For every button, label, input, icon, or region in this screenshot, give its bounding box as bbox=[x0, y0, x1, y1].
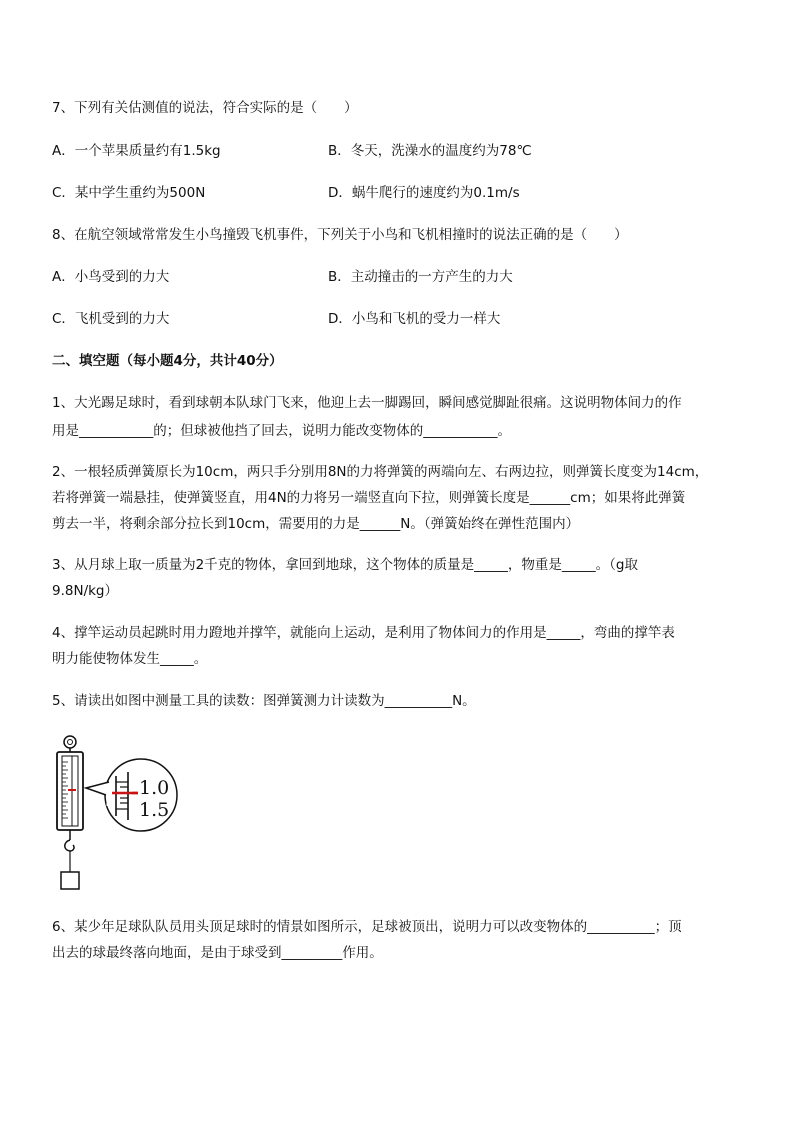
fill-3-line-2: 9.8N/kg） bbox=[52, 583, 119, 599]
q8-option-b: B．主动撞击的一方产生的力大 bbox=[328, 269, 513, 285]
fill-2-line-3: 剪去一半，将剩余部分拉长到10cm，需要用的力是______N。（弹簧始终在弹性范围内） bbox=[52, 516, 580, 532]
q8-option-a: A．小鸟受到的力大 bbox=[52, 269, 170, 285]
fill-6-line-2: 出去的球最终落向地面，是由于球受到_________作用。 bbox=[52, 945, 383, 961]
q8-option-d: D．小鸟和飞机的受力一样大 bbox=[328, 311, 501, 327]
q7-option-b: B．冬天，洗澡水的温度约为78℃ bbox=[328, 143, 532, 159]
fill-1-line-2: 用是___________的；但球被他挡了回去，说明力能改变物体的___________。 bbox=[52, 423, 511, 439]
spring-scale-figure bbox=[46, 732, 206, 894]
fill-5-line-1: 5、请读出如图中测量工具的读数：图弹簧测力计读数为__________N。 bbox=[52, 693, 476, 709]
section-title: 二、填空题（每小题4分，共计40分） bbox=[52, 353, 283, 369]
q7-option-a: A．一个苹果质量约有1.5kg bbox=[52, 143, 221, 159]
fill-2-line-1: 2、一根轻质弹簧原长为10cm，两只手分别用8N的力将弹簧的两端向左、右两边拉，则弹簧长度变为14cm， bbox=[52, 464, 709, 480]
fill-1-line-1: 1、大光踢足球时，看到球朝本队球门飞来，他迎上去一脚踢回，瞬间感觉脚趾很痛。这说明物体间力的作 bbox=[52, 395, 682, 411]
fill-4-line-2: 明力能使物体发生_____。 bbox=[52, 651, 208, 667]
fill-6-line-1: 6、某少年足球队队员用头顶足球时的情景如图所示，足球被顶出，说明力可以改变物体的__________；顶 bbox=[52, 919, 682, 935]
scale-label-bottom: 1.5 bbox=[139, 799, 170, 821]
q7-option-c: C．某中学生重约为500N bbox=[52, 185, 206, 201]
fill-2-line-2: 若将弹簧一端悬挂，使弹簧竖直，用4N的力将另一端竖直向下拉，则弹簧长度是______cm；如果将此弹簧 bbox=[52, 490, 686, 506]
fill-3-line-1: 3、从月球上取一质量为2千克的物体，拿回到地球，这个物体的质量是_____，物重是_____。（g取 bbox=[52, 557, 638, 573]
q7-stem: 7、下列有关估测值的说法，符合实际的是（ ） bbox=[52, 100, 358, 116]
fill-4-line-1: 4、撑竿运动员起跳时用力蹬地并撑竿，就能向上运动，是利用了物体间力的作用是_____，弯曲的撑竿表 bbox=[52, 625, 675, 641]
scale-label-top: 1.0 bbox=[139, 777, 170, 799]
q7-option-d: D．蜗牛爬行的速度约为0.1m/s bbox=[328, 185, 520, 201]
q8-stem: 8、在航空领域常常发生小鸟撞毁飞机事件，下列关于小鸟和飞机相撞时的说法正确的是（ ） bbox=[52, 227, 628, 243]
q8-option-c: C．飞机受到的力大 bbox=[52, 311, 170, 327]
